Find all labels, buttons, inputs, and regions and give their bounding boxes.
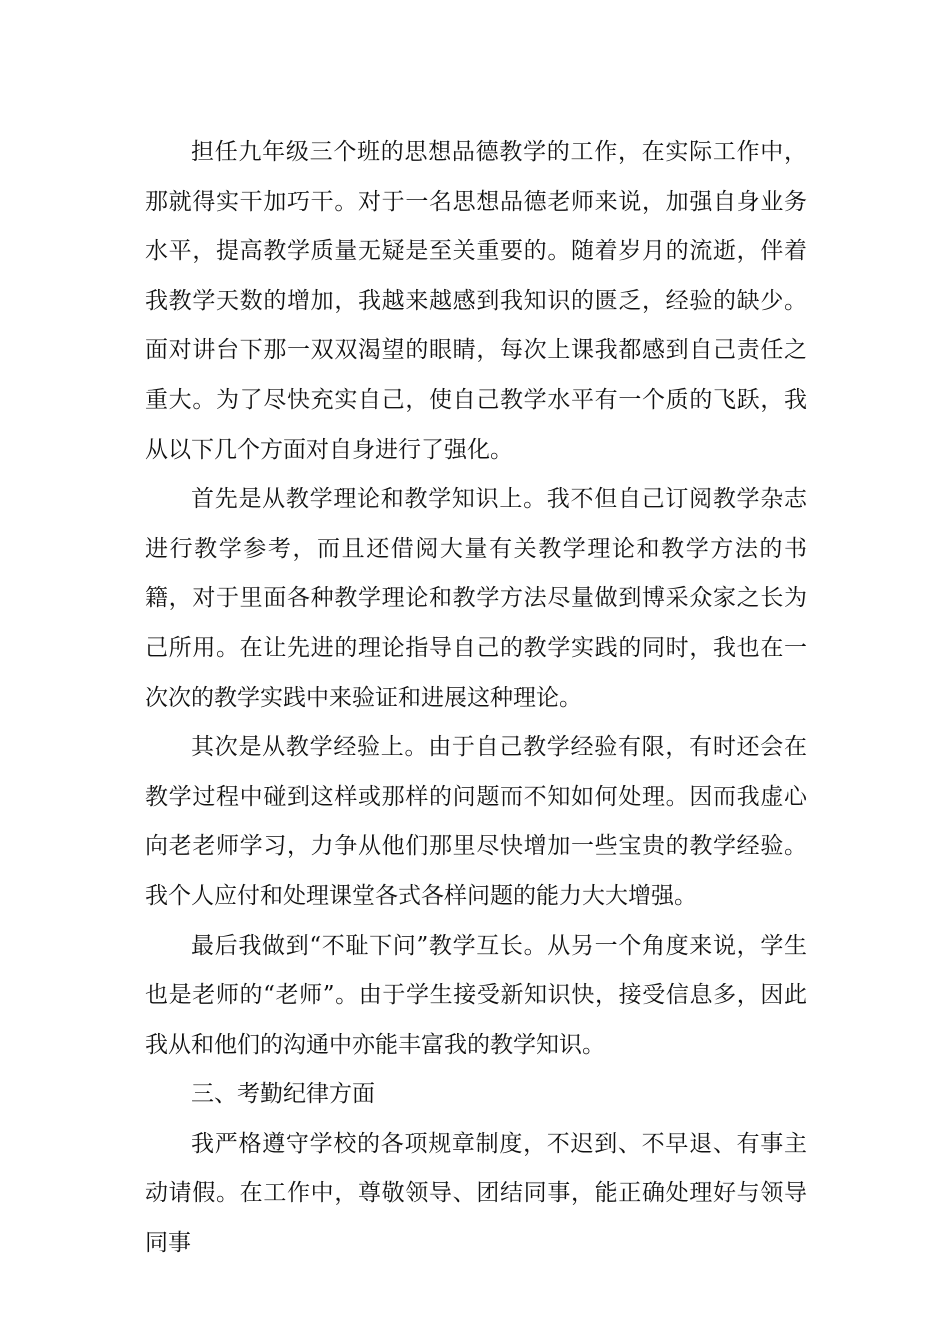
section-heading-attendance: 三、考勤纪律方面 [191, 1081, 375, 1108]
document-body [145, 128, 807, 1269]
paragraph-learn-from-students: 最后我做到“不耻下问”教学互长。从另一个角度来说，学生也是老师的“老师”。由于学生接受新知识快，接受信息多，因此我从和他们的沟通中亦能丰富我的教学知识。 [145, 932, 807, 1058]
paragraph-teaching-experience: 其次是从教学经验上。由于自己教学经验有限，有时还会在教学过程中碰到这样或那样的问题而不知如何处理。因而我虚心向老老师学习，力争从他们那里尽快增加一些宝贵的教学经验。我个人应付和处理课堂各式各样问题的能力大大增强。 [145, 734, 807, 909]
paragraph-theory-knowledge: 首先是从教学理论和教学知识上。我不但自己订阅教学杂志进行教学参考，而且还借阅大量有关教学理论和教学方法的书籍，对于里面各种教学理论和教学方法尽量做到博采众家之长为己所用。在让先进的理论指导自己的教学实践的同时，我也在一次次的教学实践中来验证和进展这种理论。 [145, 486, 807, 711]
paragraph-attendance-discipline: 我严格遵守学校的各项规章制度，不迟到、不早退、有事主动请假。在工作中，尊敬领导、团结同事，能正确处理好与领导同事 [145, 1130, 807, 1257]
paragraph-teaching-work: 担任九年级三个班的思想品德教学的工作，在实际工作中，那就得实干加巧干。对于一名思想品德老师来说，加强自身业务水平，提高教学质量无疑是至关重要的。随着岁月的流逝，伴着我教学天数的增加，我越来越感到我知识的匮乏，经验的缺少。面对讲台下那一双双渴望的眼睛，每次上课我都感到自己责任之重大。为了尽快充实自己，使自己教学水平有一个质的飞跃，我从以下几个方面对自身进行了强化。 [145, 139, 807, 463]
